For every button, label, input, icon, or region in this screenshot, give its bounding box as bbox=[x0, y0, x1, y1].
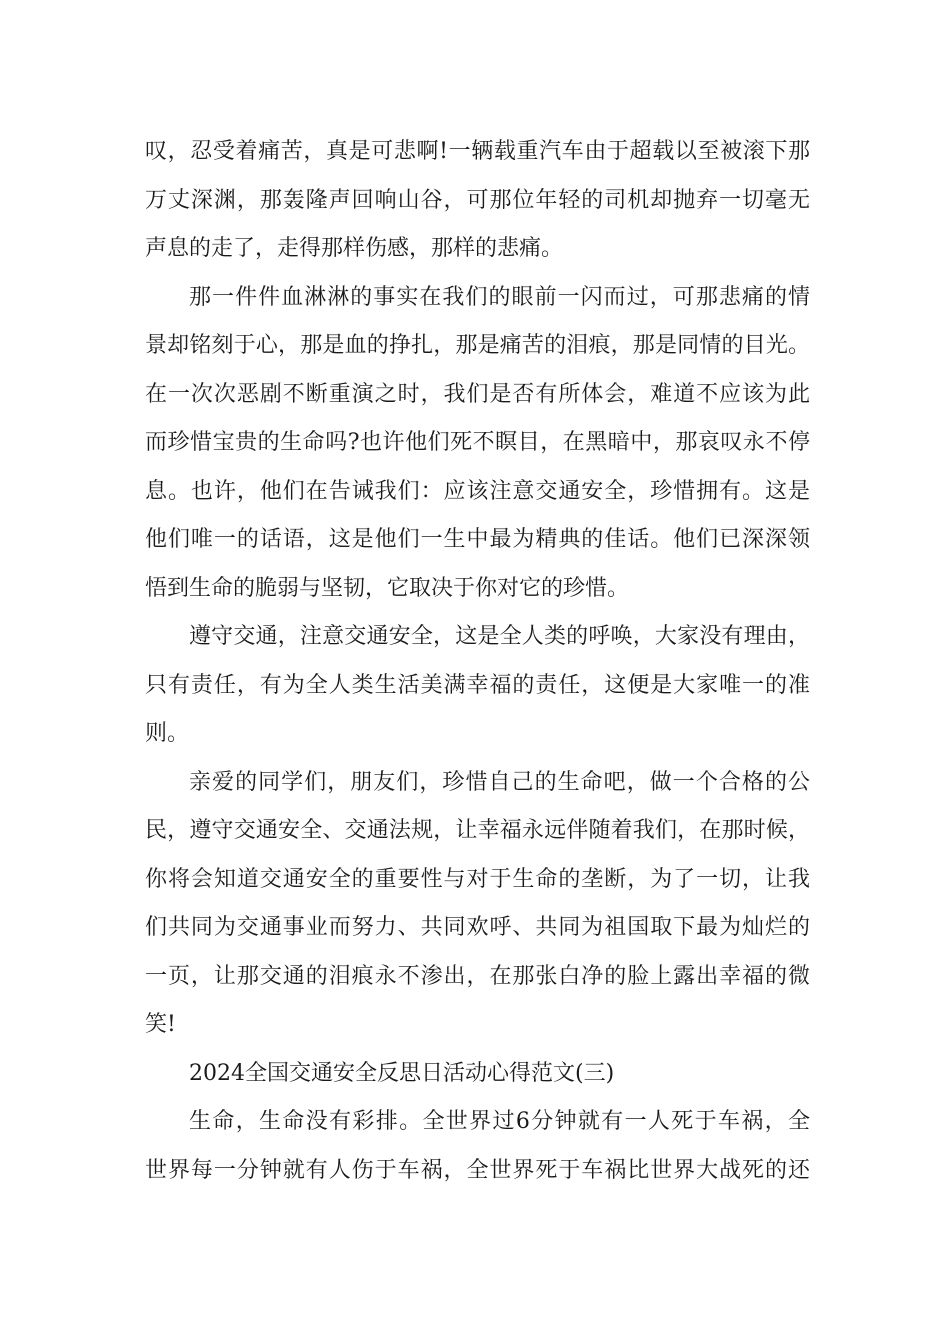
paragraph bbox=[145, 128, 810, 274]
text-line: 悟到生命的脆弱与坚韧，它取决于你对它的珍惜。 bbox=[145, 575, 630, 601]
text-line: 世界每一分钟就有人伤于车祸，全世界死于车祸比世界大战死的还 bbox=[145, 1157, 810, 1183]
text-line: 一页，让那交通的泪痕永不渗出，在那张白净的脸上露出幸福的微 bbox=[145, 963, 810, 989]
text-line: 那一件件血淋淋的事实在我们的眼前一闪而过，可那悲痛的情 bbox=[189, 284, 810, 310]
text-line: 叹，忍受着痛苦，真是可悲啊!一辆载重汽车由于超载以至被滚下那 bbox=[145, 139, 810, 164]
text-line: 在一次次恶剧不断重演之时，我们是否有所体会，难道不应该为此 bbox=[145, 381, 810, 407]
text-line: 笑! bbox=[145, 1012, 176, 1037]
text-line: 则。 bbox=[145, 721, 190, 746]
text-line: 们共同为交通事业而努力、共同欢呼、共同为祖国取下最为灿烂的 bbox=[145, 915, 810, 940]
paragraph bbox=[145, 274, 810, 614]
text-line: 万丈深渊，那轰隆声回响山谷，可那位年轻的司机却抛弃一切毫无 bbox=[145, 187, 810, 213]
paragraph bbox=[145, 613, 810, 759]
text-line: 息。也许，他们在告诫我们：应该注意交通安全，珍惜拥有。这是 bbox=[145, 478, 810, 504]
text-line: 民，遵守交通安全、交通法规，让幸福永远伴随着我们，在那时候， bbox=[145, 818, 810, 843]
heading-text: 2024全国交通安全反思日活动心得范文(三) bbox=[189, 1060, 615, 1086]
paragraph bbox=[145, 759, 810, 1050]
text-line: 景却铭刻于心，那是血的挣扎，那是痛苦的泪痕，那是同情的目光。 bbox=[145, 333, 810, 358]
document-page bbox=[145, 128, 810, 1195]
text-line: 生命，生命没有彩排。全世界过6分钟就有一人死于车祸，全 bbox=[189, 1109, 810, 1134]
text-line: 你将会知道交通安全的重要性与对于生命的垄断，为了一切，让我 bbox=[145, 866, 810, 892]
text-line: 他们唯一的话语，这是他们一生中最为精典的佳话。他们已深深领 bbox=[145, 527, 810, 552]
text-line: 而珍惜宝贵的生命吗?也许他们死不瞑目，在黑暗中，那哀叹永不停 bbox=[145, 430, 810, 455]
paragraph bbox=[145, 1098, 810, 1195]
text-line: 遵守交通，注意交通安全，这是全人类的呼唤，大家没有理由， bbox=[189, 624, 810, 649]
section-heading bbox=[145, 1050, 810, 1099]
text-line: 亲爱的同学们，朋友们，珍惜自己的生命吧，做一个合格的公 bbox=[189, 769, 810, 795]
text-line: 声息的走了，走得那样伤感，那样的悲痛。 bbox=[145, 236, 564, 261]
text-line: 只有责任，有为全人类生活美满幸福的责任，这便是大家唯一的准 bbox=[145, 672, 810, 698]
